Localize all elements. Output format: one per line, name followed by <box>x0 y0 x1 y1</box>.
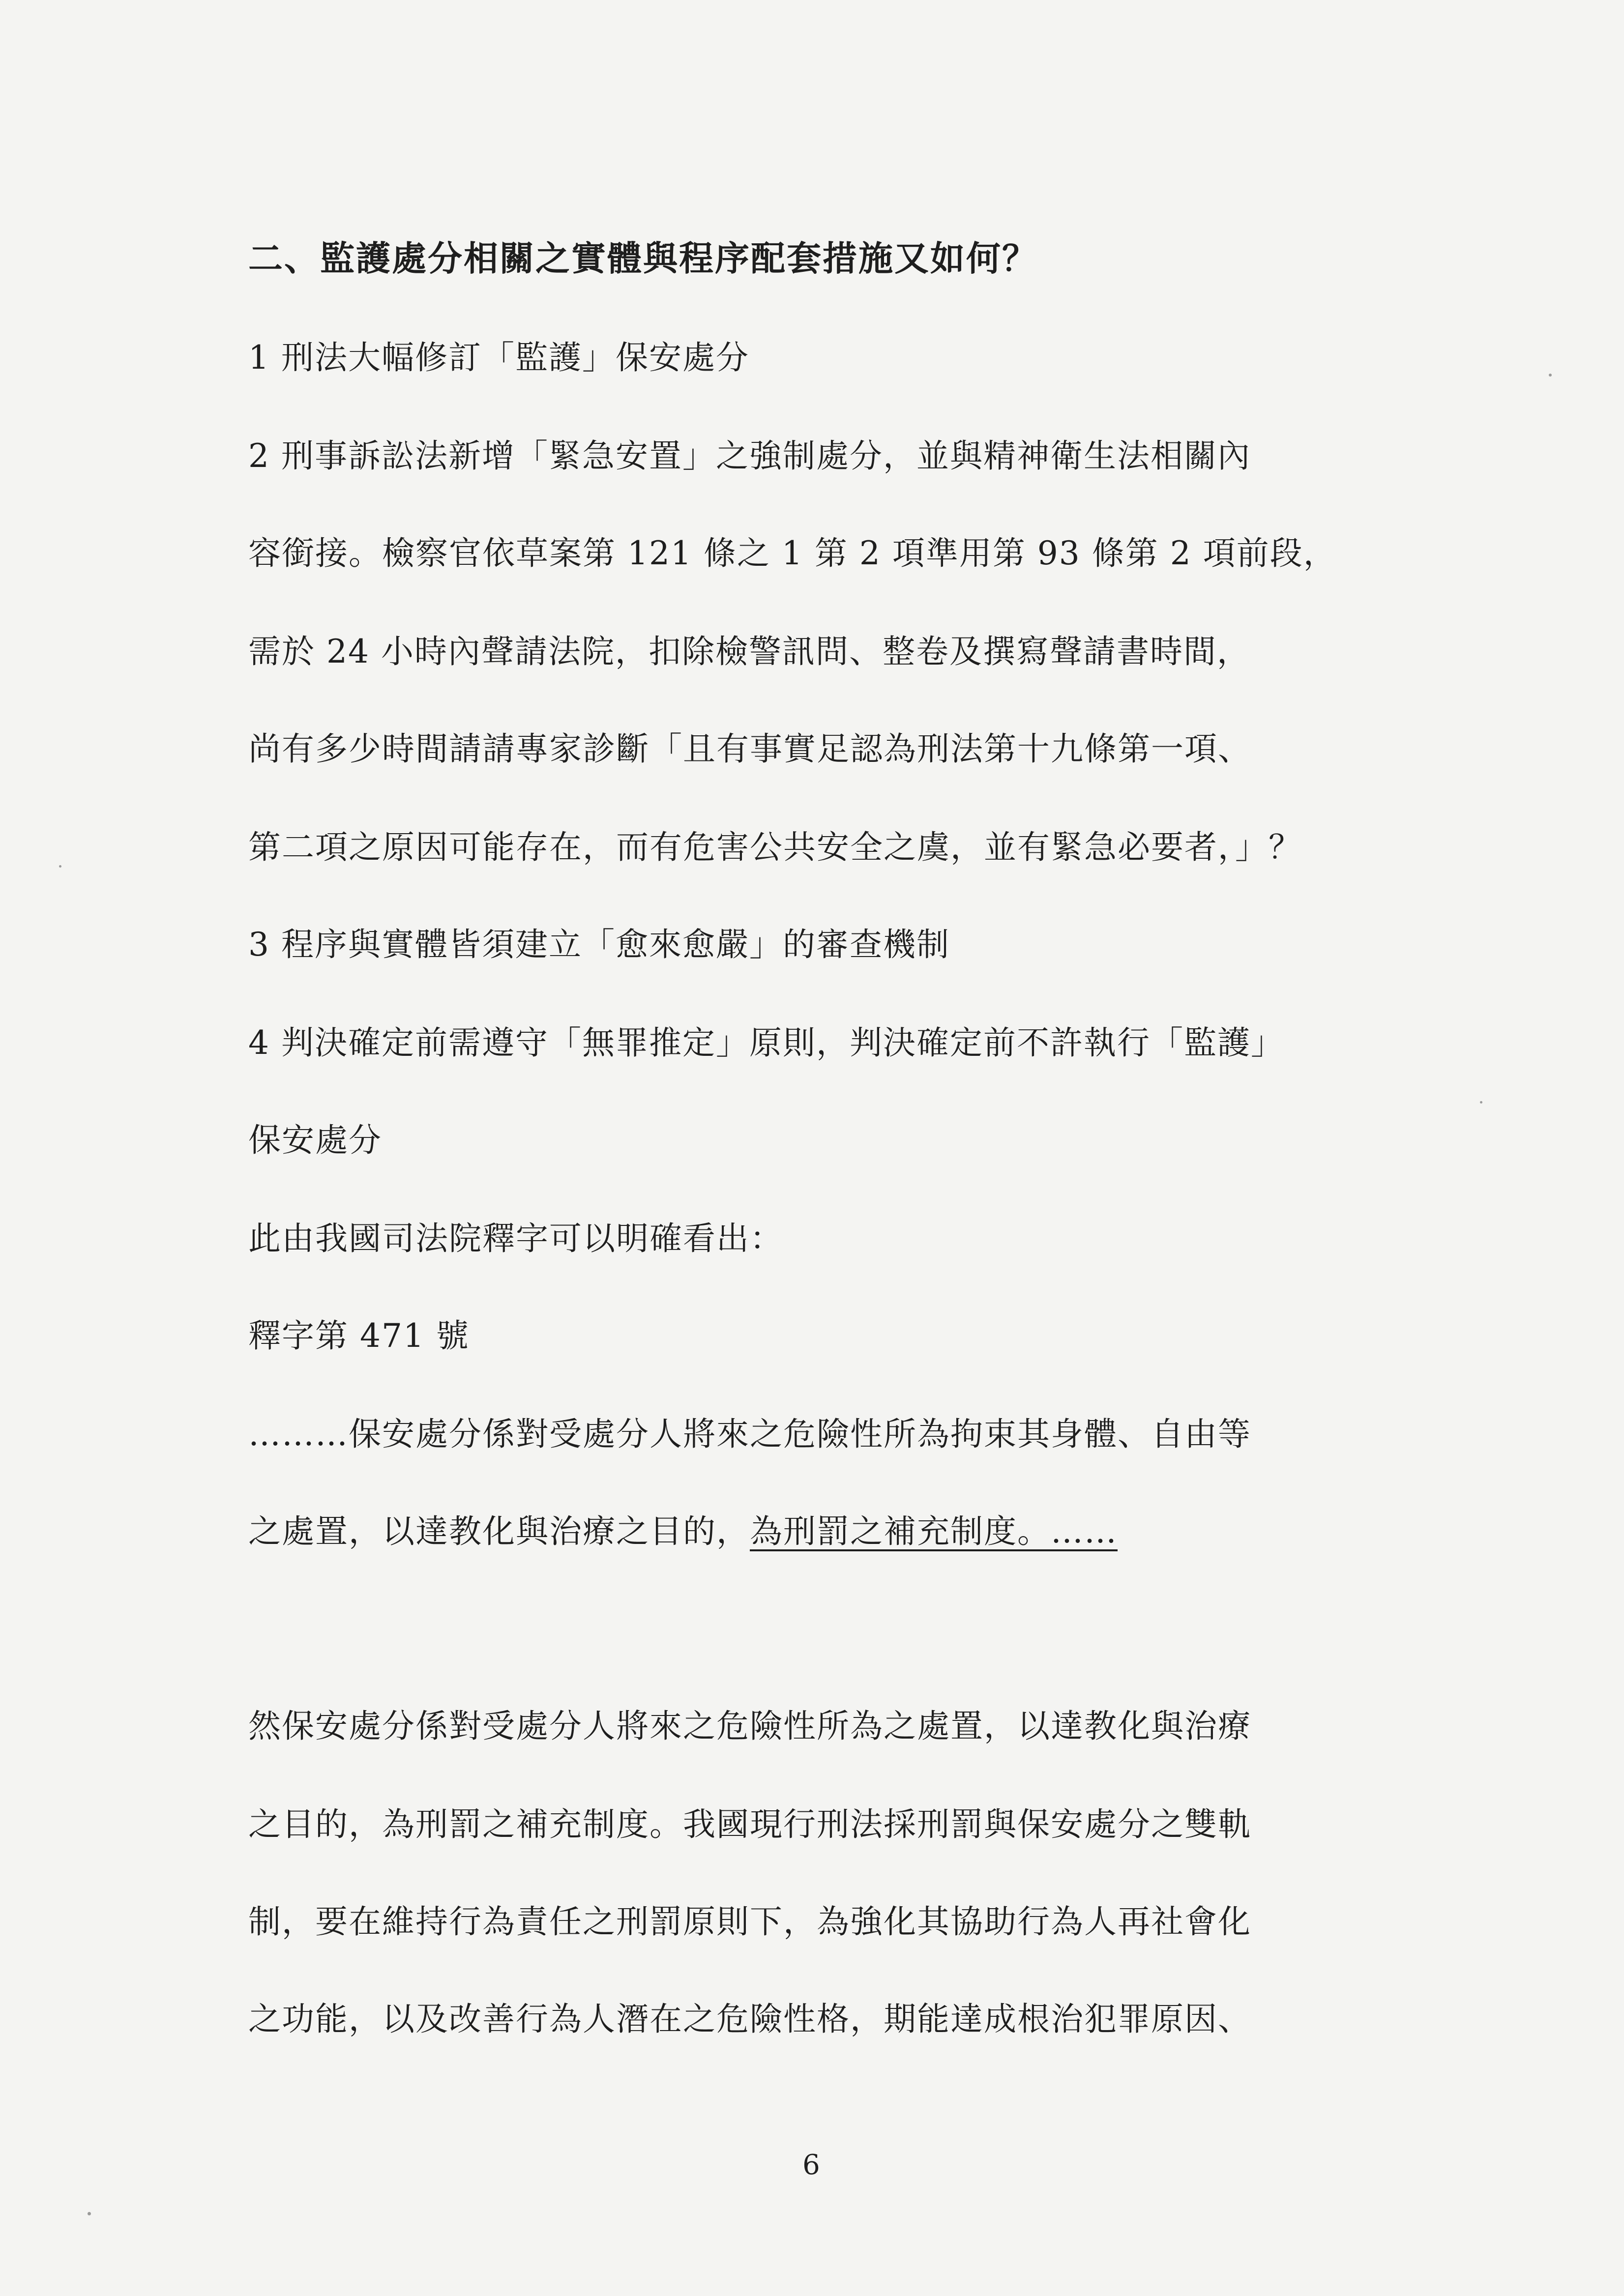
list-item-2-line-3: 需於 24 小時內聲請法院，扣除檢警訊問、整卷及撰寫聲請書時間， <box>248 633 1250 670</box>
list-item-2-line-2: 容銜接。檢察官依草案第 121 條之 1 第 2 項準用第 93 條第 2 項前段， <box>248 534 1337 572</box>
body-line-1: 然保安處分係對受處分人將來之危險性所為之處置，以達教化與治療 <box>248 1707 1251 1745</box>
scan-speck <box>88 2212 91 2215</box>
quote-line-2-plain: 之處置，以達教化與治療之目的， <box>248 1512 750 1550</box>
quote-line-2-underlined: 為刑罰之補充制度。…… <box>750 1512 1118 1550</box>
body-line-4: 之功能，以及改善行為人潛在之危險性格，期能達成根治犯罪原因、 <box>248 2000 1251 2038</box>
quote-line-2 <box>248 1508 1399 1555</box>
intro-sentence: 此由我國司法院釋字可以明確看出： <box>248 1220 783 1257</box>
scan-speck <box>1549 374 1552 377</box>
quote-line-1: ………保安處分係對受處分人將來之危險性所為拘束其身體、自由等 <box>248 1415 1251 1453</box>
list-item-2-line-4: 尚有多少時間請請專家診斷「且有事實足認為刑法第十九條第一項、 <box>248 730 1251 768</box>
list-item-2-line-1: 2 刑事訴訟法新增「緊急安置」之強制處分，並與精神衛生法相關內 <box>248 437 1251 475</box>
list-item-1: 1 刑法大幅修訂「監護」保安處分 <box>248 339 749 377</box>
scan-speck <box>1480 1101 1482 1104</box>
section-heading: 二、監護處分相關之實體與程序配套措施又如何？ <box>248 238 1038 279</box>
list-item-3: 3 程序與實體皆須建立「愈來愈嚴」的審查機制 <box>248 926 950 963</box>
body-line-3: 制，要在維持行為責任之刑罰原則下，為強化其協助行為人再社會化 <box>248 1903 1251 1941</box>
list-item-4-line-1: 4 判決確定前需遵守「無罪推定」原則，判決確定前不許執行「監護」 <box>248 1024 1284 1062</box>
interpretation-title: 釋字第 471 號 <box>248 1317 470 1355</box>
page-number: 6 <box>802 2149 820 2181</box>
body-line-2: 之目的，為刑罰之補充制度。我國現行刑法採刑罰與保安處分之雙軌 <box>248 1805 1251 1843</box>
scan-speck <box>59 865 61 868</box>
list-item-2-line-5: 第二項之原因可能存在，而有危害公共安全之虞，並有緊急必要者，」？ <box>248 828 1302 866</box>
list-item-4-line-2: 保安處分 <box>248 1121 382 1159</box>
